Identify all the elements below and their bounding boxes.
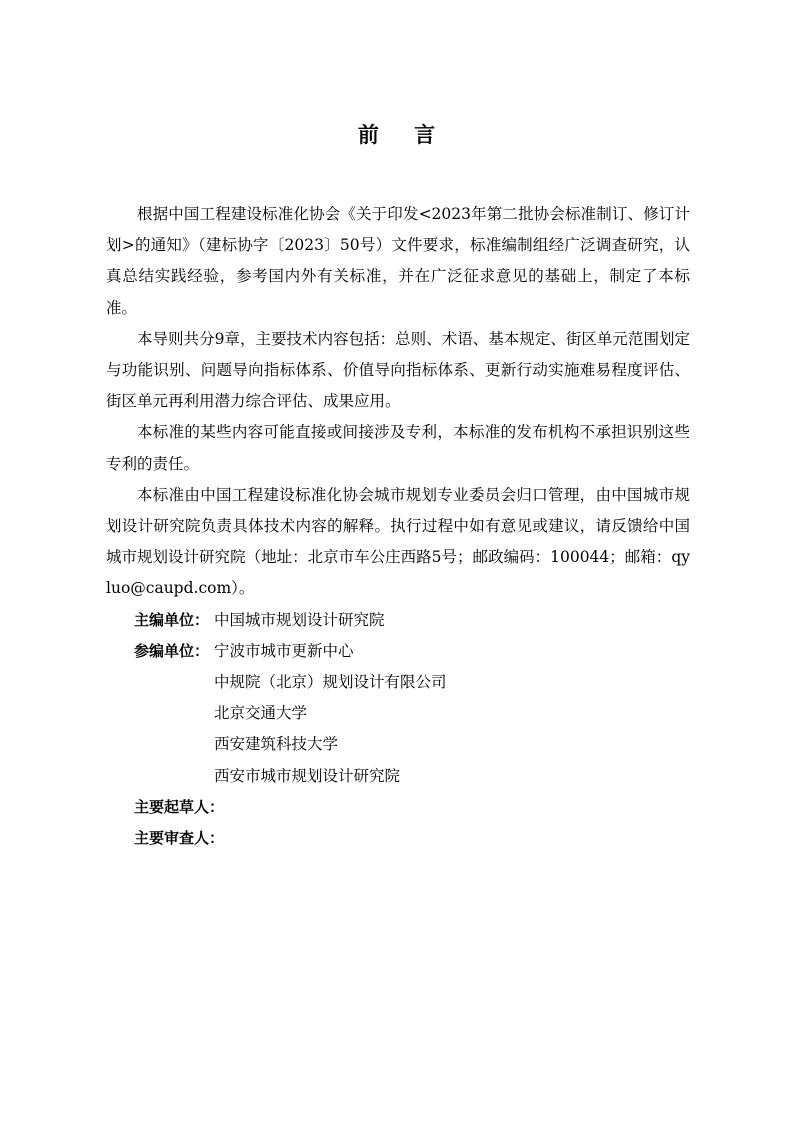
reviewers-label: 主要审查人：	[134, 828, 225, 847]
chief-editor-label: 主编单位：	[134, 610, 210, 629]
paragraph-basis: 根据中国工程建设标准化协会《关于印发<2023年第二批协会标准制订、修订计划>的通知》（建标协字〔2023〕50号）文件要求，标准编制组经广泛调查研究，认真总结实践经验，参考国内外有关标准，并在广泛征求意见的基础上，制定了本标准。	[106, 205, 690, 317]
participating-unit: 宁波市城市更新中心	[214, 641, 354, 660]
paragraph-contents: 本导则共分9章，主要技术内容包括：总则、术语、基本规定、街区单元范围划定与功能识别、问题导向指标体系、价值导向指标体系、更新行动实施难易程度评估、街区单元再利用潜力综合评估、成果应用。	[106, 329, 690, 411]
reviewers-row	[106, 823, 690, 854]
paragraph-patent: 本标准的某些内容可能直接或间接涉及专利，本标准的发布机构不承担识别这些专利的责任。	[106, 423, 690, 473]
participating-unit: 西安市城市规划设计研究院	[214, 766, 401, 785]
page-title: 前 言	[357, 122, 450, 147]
participating-unit: 北京交通大学	[214, 704, 308, 723]
participating-row	[106, 636, 690, 667]
paragraph-management: 本标准由中国工程建设标准化协会城市规划专业委员会归口管理，由中国城市规划设计研究院负责具体技术内容的解释。执行过程中如有意见或建议，请反馈给中国城市规划设计研究院（地址：北京市车公庄西路5号；邮政编码：100044；邮箱：qyluo@caupd.com）。	[106, 485, 690, 598]
drafters-row	[106, 792, 690, 823]
participating-unit: 西安建筑科技大学	[214, 735, 339, 754]
drafters-label: 主要起草人：	[134, 797, 225, 816]
chief-editor-row	[106, 605, 690, 636]
document-body	[106, 199, 690, 854]
participating-unit: 中规院（北京）规划设计有限公司	[214, 673, 447, 692]
chief-editor-value: 中国城市规划设计研究院	[214, 610, 385, 629]
participating-label: 参编单位：	[134, 641, 210, 660]
